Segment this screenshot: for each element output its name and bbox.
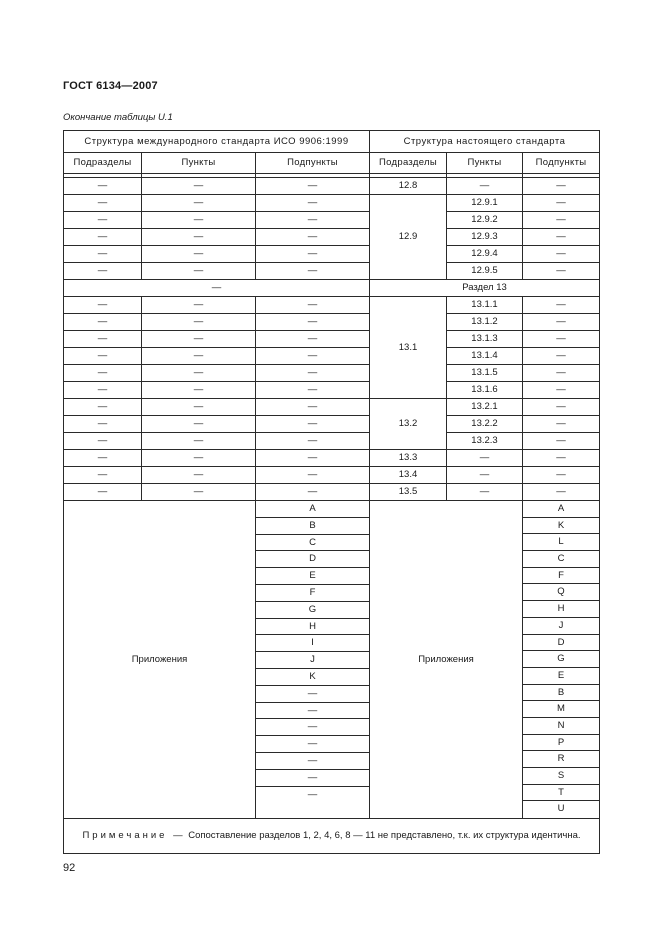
item-cell: 12.9.2 bbox=[447, 212, 523, 229]
cell: — bbox=[523, 348, 600, 365]
item-cell: 13.1.2 bbox=[447, 314, 523, 331]
item-cell: 13.2.2 bbox=[447, 416, 523, 433]
cell: — bbox=[64, 195, 142, 212]
item-cell: 13.1.1 bbox=[447, 297, 523, 314]
cell: — bbox=[256, 450, 370, 467]
note-text: Сопоставление разделов 1, 2, 4, 6, 8 — 11 не представлено, т.к. их структура идентична. bbox=[188, 830, 581, 842]
cell: — bbox=[142, 399, 256, 416]
appendix-cell: A bbox=[256, 501, 369, 518]
appendix-cell: L bbox=[523, 534, 599, 551]
appendix-cell: H bbox=[256, 619, 369, 636]
appendix-cell: C bbox=[523, 551, 599, 568]
cell: — bbox=[64, 212, 142, 229]
cell: — bbox=[64, 348, 142, 365]
cell: — bbox=[256, 263, 370, 280]
cell: — bbox=[64, 416, 142, 433]
appendix-cell: S bbox=[523, 768, 599, 785]
cell: — bbox=[523, 246, 600, 263]
appendix-cell: — bbox=[256, 719, 369, 736]
cell: — bbox=[523, 297, 600, 314]
table-row bbox=[64, 399, 600, 416]
appendix-cell: — bbox=[256, 686, 369, 703]
appendix-cell: M bbox=[523, 701, 599, 718]
cell: — bbox=[523, 365, 600, 382]
cell: — bbox=[256, 331, 370, 348]
appendix-cell: A bbox=[523, 501, 599, 518]
appendix-cell: U bbox=[557, 803, 565, 815]
cell: — bbox=[64, 450, 142, 467]
column-header: Пункты bbox=[142, 153, 256, 174]
document-title: ГОСТ 6134—2007 bbox=[63, 80, 158, 92]
appendix-cell: N bbox=[523, 718, 599, 735]
cell: — bbox=[64, 382, 142, 399]
subsection-cell: 13.2 bbox=[370, 399, 447, 450]
subsection-cell: 12.9 bbox=[370, 195, 447, 280]
appendix-cell: — bbox=[256, 736, 369, 753]
cell: — bbox=[256, 484, 370, 501]
table-row bbox=[64, 314, 600, 331]
cell: — bbox=[142, 416, 256, 433]
cell: — bbox=[64, 433, 142, 450]
cell: — bbox=[523, 416, 600, 433]
cell: — bbox=[256, 416, 370, 433]
table-row bbox=[64, 297, 600, 314]
item-cell: 13.2.3 bbox=[447, 433, 523, 450]
appendix-cell: — bbox=[256, 770, 369, 787]
cell: — bbox=[523, 399, 600, 416]
cell: — bbox=[142, 195, 256, 212]
subsection-cell: 13.5 bbox=[370, 484, 447, 501]
appendix-column-iso bbox=[256, 501, 369, 803]
cell: — bbox=[256, 195, 370, 212]
cell: — bbox=[523, 263, 600, 280]
appendix-cell: R bbox=[523, 751, 599, 768]
cell: — bbox=[447, 467, 523, 484]
table-row bbox=[64, 416, 600, 433]
appendix-cell: G bbox=[523, 651, 599, 668]
cell: — bbox=[256, 467, 370, 484]
table-row bbox=[64, 331, 600, 348]
subsection-cell: 13.1 bbox=[370, 297, 447, 399]
table-row bbox=[64, 212, 600, 229]
cell: — bbox=[142, 314, 256, 331]
subsection-cell: 13.4 bbox=[370, 467, 447, 484]
item-cell: 13.1.4 bbox=[447, 348, 523, 365]
cell: — bbox=[64, 467, 142, 484]
column-header: Подпункты bbox=[256, 153, 370, 174]
appendix-cell: Q bbox=[523, 584, 599, 601]
appendix-cell: D bbox=[256, 551, 369, 568]
cell: — bbox=[256, 314, 370, 331]
cell: — bbox=[64, 297, 142, 314]
correspondence-table bbox=[63, 130, 600, 854]
cell: — bbox=[64, 246, 142, 263]
cell: — bbox=[142, 331, 256, 348]
cell: — bbox=[142, 382, 256, 399]
appendix-cell: C bbox=[256, 535, 369, 552]
cell: — bbox=[256, 365, 370, 382]
item-cell: 13.1.6 bbox=[447, 382, 523, 399]
appendix-cell: H bbox=[523, 601, 599, 618]
cell: — bbox=[447, 484, 523, 501]
appendices-iso-list bbox=[256, 501, 370, 819]
table-row bbox=[64, 280, 600, 297]
item-cell: 12.9.3 bbox=[447, 229, 523, 246]
table-row bbox=[64, 263, 600, 280]
cell: — bbox=[64, 484, 142, 501]
appendix-cell: I bbox=[256, 635, 369, 652]
appendix-cell: G bbox=[256, 602, 369, 619]
cell: — bbox=[523, 212, 600, 229]
group-header-national: Структура настоящего стандарта bbox=[370, 131, 600, 153]
appendix-cell: J bbox=[523, 618, 599, 635]
note-label: Примечание — bbox=[82, 830, 186, 842]
appendix-cell: — bbox=[256, 703, 369, 720]
item-cell: 13.1.5 bbox=[447, 365, 523, 382]
table-row bbox=[64, 178, 600, 195]
appendix-cell: F bbox=[256, 585, 369, 602]
appendix-cell: P bbox=[523, 735, 599, 752]
column-header: Подразделы bbox=[64, 153, 142, 174]
column-header: Подразделы bbox=[370, 153, 447, 174]
table-row bbox=[64, 229, 600, 246]
cell: — bbox=[523, 229, 600, 246]
cell: — bbox=[142, 212, 256, 229]
cell: — bbox=[142, 450, 256, 467]
column-header: Подпункты bbox=[523, 153, 600, 174]
appendices-label-iso: Приложения bbox=[64, 501, 256, 819]
cell: — bbox=[523, 450, 600, 467]
appendix-cell: K bbox=[523, 518, 599, 535]
table-row bbox=[64, 348, 600, 365]
cell: — bbox=[64, 331, 142, 348]
appendix-cell: E bbox=[256, 568, 369, 585]
cell: — bbox=[256, 212, 370, 229]
table-row bbox=[64, 246, 600, 263]
cell: — bbox=[142, 263, 256, 280]
appendix-cell: B bbox=[523, 685, 599, 702]
appendices-national-list bbox=[523, 501, 600, 819]
column-header: Пункты bbox=[447, 153, 523, 174]
group-header-iso: Структура международного стандарта ИСО 9906:1999 bbox=[64, 131, 370, 153]
item-cell: 13.2.1 bbox=[447, 399, 523, 416]
cell: — bbox=[256, 246, 370, 263]
cell: — bbox=[64, 229, 142, 246]
cell: — bbox=[523, 314, 600, 331]
cell: — bbox=[64, 365, 142, 382]
page-number: 92 bbox=[63, 862, 76, 874]
cell: — bbox=[256, 229, 370, 246]
table-row bbox=[64, 467, 600, 484]
cell: — bbox=[142, 246, 256, 263]
appendices-label-national: Приложения bbox=[370, 501, 523, 819]
table-row bbox=[64, 484, 600, 501]
item-cell: 12.9.5 bbox=[447, 263, 523, 280]
item-cell: 13.1.3 bbox=[447, 331, 523, 348]
appendix-cell: E bbox=[523, 668, 599, 685]
cell: — bbox=[142, 297, 256, 314]
appendix-cell: B bbox=[256, 518, 369, 535]
cell: — bbox=[142, 229, 256, 246]
cell: — bbox=[523, 433, 600, 450]
cell: — bbox=[142, 178, 256, 195]
cell: — bbox=[523, 331, 600, 348]
cell: — bbox=[142, 433, 256, 450]
subsection-cell: 13.3 bbox=[370, 450, 447, 467]
cell: — bbox=[523, 484, 600, 501]
cell: — bbox=[142, 467, 256, 484]
table-note bbox=[64, 819, 600, 854]
cell: — bbox=[142, 484, 256, 501]
subsection-cell: 12.8 bbox=[370, 178, 447, 195]
cell: — bbox=[523, 178, 600, 195]
cell: — bbox=[64, 399, 142, 416]
item-cell: 12.9.1 bbox=[447, 195, 523, 212]
table-row bbox=[64, 195, 600, 212]
table-row bbox=[64, 433, 600, 450]
cell: — bbox=[256, 178, 370, 195]
table-row bbox=[64, 450, 600, 467]
appendix-cell: K bbox=[256, 669, 369, 686]
appendix-cell: F bbox=[523, 568, 599, 585]
cell: — bbox=[523, 467, 600, 484]
cell: — bbox=[447, 178, 523, 195]
cell: — bbox=[64, 263, 142, 280]
cell: — bbox=[523, 195, 600, 212]
cell: — bbox=[64, 178, 142, 195]
table-caption: Окончание таблицы U.1 bbox=[63, 112, 173, 123]
item-cell: 12.9.4 bbox=[447, 246, 523, 263]
appendix-cell: — bbox=[256, 753, 369, 770]
cell: — bbox=[64, 314, 142, 331]
cell: — bbox=[142, 348, 256, 365]
appendix-cell: — bbox=[307, 788, 318, 800]
cell: — bbox=[64, 280, 370, 297]
table-row bbox=[64, 382, 600, 399]
cell: — bbox=[256, 297, 370, 314]
appendix-cell: D bbox=[523, 635, 599, 652]
appendix-column-national bbox=[523, 501, 599, 818]
cell: — bbox=[523, 382, 600, 399]
appendix-cell: T bbox=[523, 785, 599, 802]
section-cell: Раздел 13 bbox=[370, 280, 600, 297]
table-row bbox=[64, 365, 600, 382]
cell: — bbox=[256, 433, 370, 450]
cell: — bbox=[256, 382, 370, 399]
cell: — bbox=[256, 348, 370, 365]
appendix-cell: J bbox=[256, 652, 369, 669]
cell: — bbox=[256, 399, 370, 416]
cell: — bbox=[142, 365, 256, 382]
cell: — bbox=[447, 450, 523, 467]
